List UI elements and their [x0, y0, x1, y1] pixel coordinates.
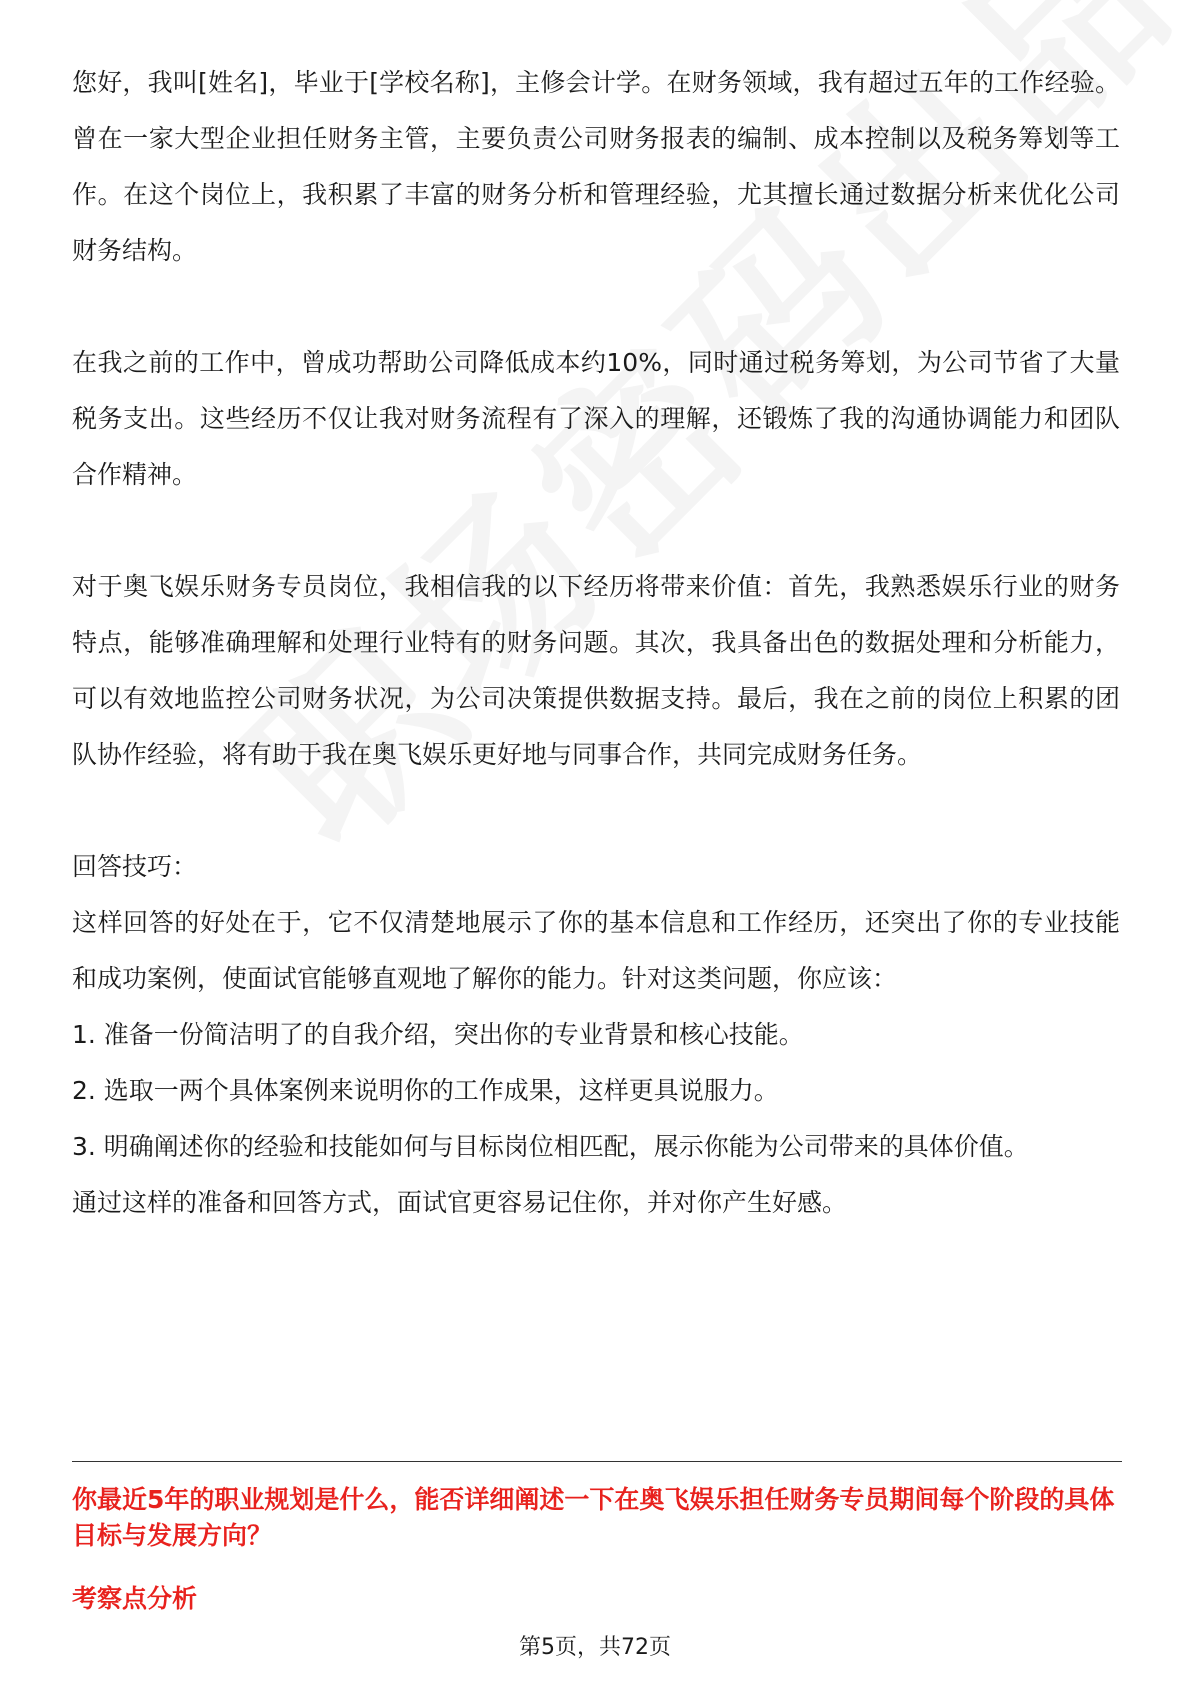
- paragraph-gap: [72, 279, 1120, 335]
- answer-paragraph-1: 您好，我叫[姓名]，毕业于[学校名称]，主修会计学。在财务领域，我有超过五年的工作经验。曾在一家大型企业担任财务主管，主要负责公司财务报表的编制、成本控制以及税务筹划等工作。在这个岗位上，我积累了丰富的财务分析和管理经验，尤其擅长通过数据分析来优化公司财务结构。: [72, 68, 1120, 265]
- document-body: [72, 55, 1120, 1231]
- tips-heading: 回答技巧：: [72, 852, 198, 881]
- section-divider: [72, 1461, 1122, 1462]
- tips-closing: 通过这样的准备和回答方式，面试官更容易记住你，并对你产生好感。: [72, 1188, 848, 1217]
- tips-intro: 这样回答的好处在于，它不仅清楚地展示了你的基本信息和工作经历，还突出了你的专业技能和成功案例，使面试官能够直观地了解你的能力。针对这类问题，你应该：: [72, 908, 1120, 993]
- page-number: 第5页，共72页: [519, 1635, 671, 1660]
- paragraph-gap: [72, 783, 1120, 839]
- tips-item-1: 1. 准备一份简洁明了的自我介绍，突出你的专业背景和核心技能。: [72, 1020, 804, 1049]
- paragraph-gap: [72, 503, 1120, 559]
- answer-paragraph-2: 在我之前的工作中，曾成功帮助公司降低成本约10%，同时通过税务筹划，为公司节省了大量税务支出。这些经历不仅让我对财务流程有了深入的理解，还锻炼了我的沟通协调能力和团队合作精神。: [72, 348, 1120, 489]
- next-question: 你最近5年的职业规划是什么，能否详细阐述一下在奥飞娱乐担任财务专员期间每个阶段的具体目标与发展方向？: [72, 1485, 1115, 1550]
- answer-paragraph-3: 对于奥飞娱乐财务专员岗位，我相信我的以下经历将带来价值：首先，我熟悉娱乐行业的财务特点，能够准确理解和处理行业特有的财务问题。其次，我具备出色的数据处理和分析能力，可以有效地监控公司财务状况，为公司决策提供数据支持。最后，我在之前的岗位上积累的团队协作经验，将有助于我在奥飞娱乐更好地与同事合作，共同完成财务任务。: [72, 572, 1120, 769]
- tips-item-2: 2. 选取一两个具体案例来说明你的工作成果，这样更具说服力。: [72, 1076, 779, 1105]
- tips-item-3: 3. 明确阐述你的经验和技能如何与目标岗位相匹配，展示你能为公司带来的具体价值。: [72, 1132, 1029, 1161]
- section-title: 考察点分析: [72, 1584, 198, 1613]
